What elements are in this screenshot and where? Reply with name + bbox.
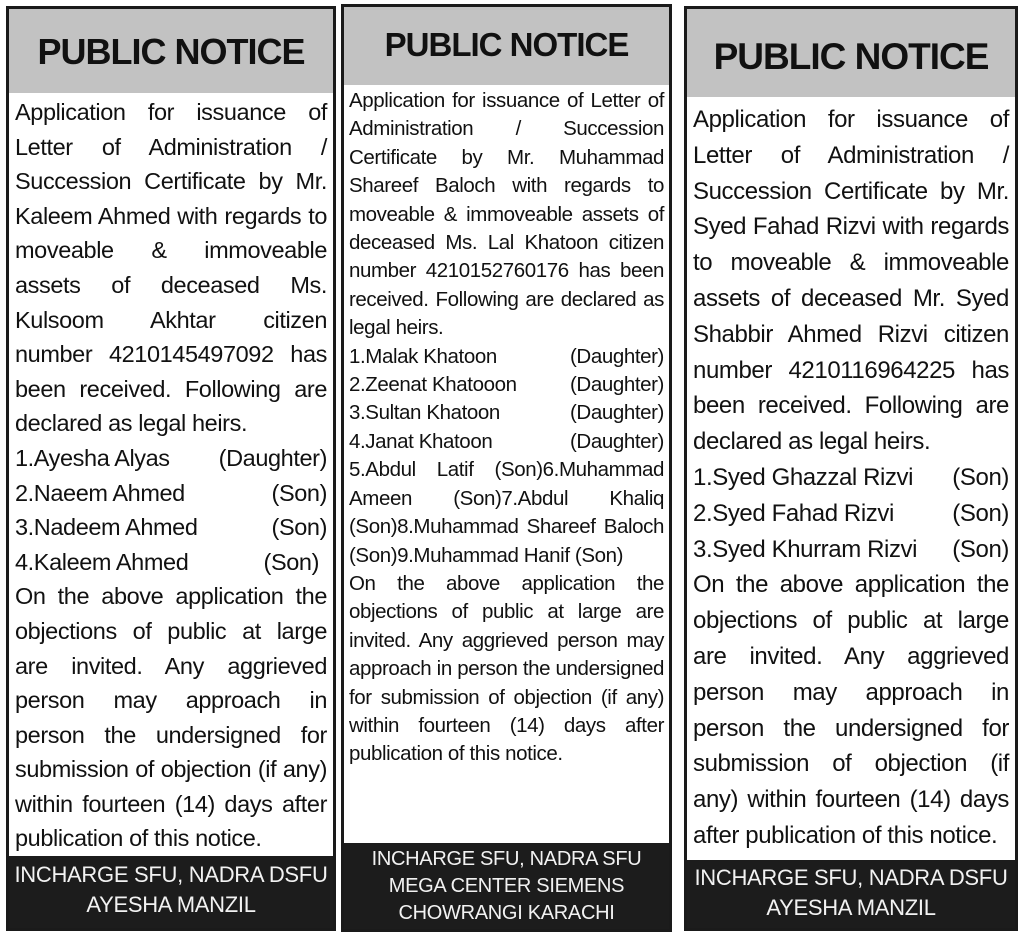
notice-title: PUBLIC NOTICE [9, 9, 333, 93]
heir-relation: (Son) [271, 479, 327, 506]
heir-name: 1.Syed Ghazzal Rizvi [693, 463, 914, 491]
public-notice-1 [6, 6, 336, 931]
notice-body [687, 97, 1015, 860]
public-notice-2 [341, 4, 672, 932]
heir-item [15, 476, 327, 511]
heir-name: 4.Kaleem Ahmed [15, 548, 189, 575]
heir-relation: (Daughter) [570, 344, 664, 368]
public-notice-3 [684, 6, 1018, 931]
heir-name: 2.Naeem Ahmed [15, 479, 185, 506]
notice-intro: Application for issuance of Letter of Administration / Succession Certificate by Mr. Muhammad Shareef Baloch with regards to moveable & immoveable assets of deceased Ms. Lal Khatoon citizen number 4210152760176 has been received. Following are declared as legal heirs. [349, 89, 664, 340]
notice-closing: On the above application the objections of public at large are invited. Any aggrieved person may approach in person the undersigned for submission of objection (if any) within fourteen (14) days after publication of this notice. [349, 571, 664, 766]
footer-line: AYESHA MANZIL [766, 895, 936, 920]
heir-item [693, 496, 1009, 532]
heir-item [349, 428, 664, 456]
notice-title: PUBLIC NOTICE [344, 7, 669, 85]
heir-name: 4.Janat Khatoon [349, 429, 493, 453]
heir-relation: (Daughter) [218, 444, 327, 471]
notice-closing: On the above application the objections of public at large are invited. Any aggrieved person may approach in person the undersigned for submission of objection (if any) within fourteen (14) days after publication of this notice. [15, 583, 327, 852]
heir-relation: (Son) [271, 514, 327, 541]
heir-relation: (Son) [952, 463, 1009, 491]
heir-relation: (Daughter) [570, 429, 664, 453]
footer-line: AYESHA MANZIL [86, 892, 256, 917]
heir-item [693, 532, 1009, 568]
footer-line: INCHARGE SFU, NADRA DSFU [694, 865, 1008, 890]
notice-footer [9, 856, 333, 928]
notice-footer [687, 860, 1015, 928]
heir-item [349, 343, 664, 371]
heir-item [15, 441, 327, 476]
heirs-list [15, 441, 327, 579]
heir-name: 3.Sultan Khatoon [349, 401, 500, 425]
heir-relation: (Son) [952, 499, 1009, 527]
notice-intro: Application for issuance of Letter of Administration / Succession Certificate by Mr. Syed Fahad Rizvi with regards to moveable & immoveable assets of deceased Mr. Syed Shabbir Ahmed Rizvi citizen number 4210116964225 has been received. Following are declared as legal heirs. [693, 106, 1009, 456]
heirs-list [693, 460, 1009, 567]
heirs-list [349, 343, 664, 457]
heir-item [15, 545, 327, 580]
notice-closing: On the above application the objections of public at large are invited. Any aggrieved person may approach in person the undersigned for submission of objection (if any) within fourteen (14) days after publication of this notice. [693, 571, 1009, 849]
heir-name: 1.Malak Khatoon [349, 344, 497, 368]
footer-line: INCHARGE SFU, NADRA SFU [371, 848, 642, 870]
footer-line: INCHARGE SFU, NADRA DSFU [14, 862, 328, 887]
notice-body [344, 85, 669, 843]
heir-relation: (Son) [952, 535, 1009, 563]
notice-footer [344, 843, 669, 929]
notice-intro: Application for issuance of Letter of Administration / Succession Certificate by Mr. Kaleem Ahmed with regards to moveable & immoveable assets of deceased Ms. Kulsoom Akhtar citizen number 4210145497092 has been received. Following are declared as legal heirs. [15, 99, 327, 437]
heir-name: 2.Syed Fahad Rizvi [693, 499, 894, 527]
footer-line: MEGA CENTER SIEMENS [388, 875, 625, 897]
heir-relation: (Daughter) [570, 373, 664, 397]
notice-title: PUBLIC NOTICE [687, 9, 1015, 97]
heir-name: 3.Nadeem Ahmed [15, 514, 198, 541]
heir-name: 1.Ayesha Alyas [15, 444, 170, 471]
heir-item [15, 510, 327, 545]
heir-item [349, 399, 664, 427]
heir-item [693, 460, 1009, 496]
heir-name: 3.Syed Khurram Rizvi [693, 535, 918, 563]
heir-name: 2.Zeenat Khatooon [349, 373, 517, 397]
notice-body [9, 93, 333, 856]
heir-item [349, 371, 664, 399]
heirs-inline-list: 5.Abdul Latif (Son)6.Muhammad Ameen (Son)7.Abdul Khaliq (Son)8.Muhammad Shareef Baloch (Son)9.Muhammad Hanif (Son) [349, 458, 664, 567]
heir-relation: (Daughter) [570, 401, 664, 425]
footer-line: CHOWRANGI KARACHI [398, 902, 615, 924]
heir-relation: (Son) [263, 548, 319, 575]
